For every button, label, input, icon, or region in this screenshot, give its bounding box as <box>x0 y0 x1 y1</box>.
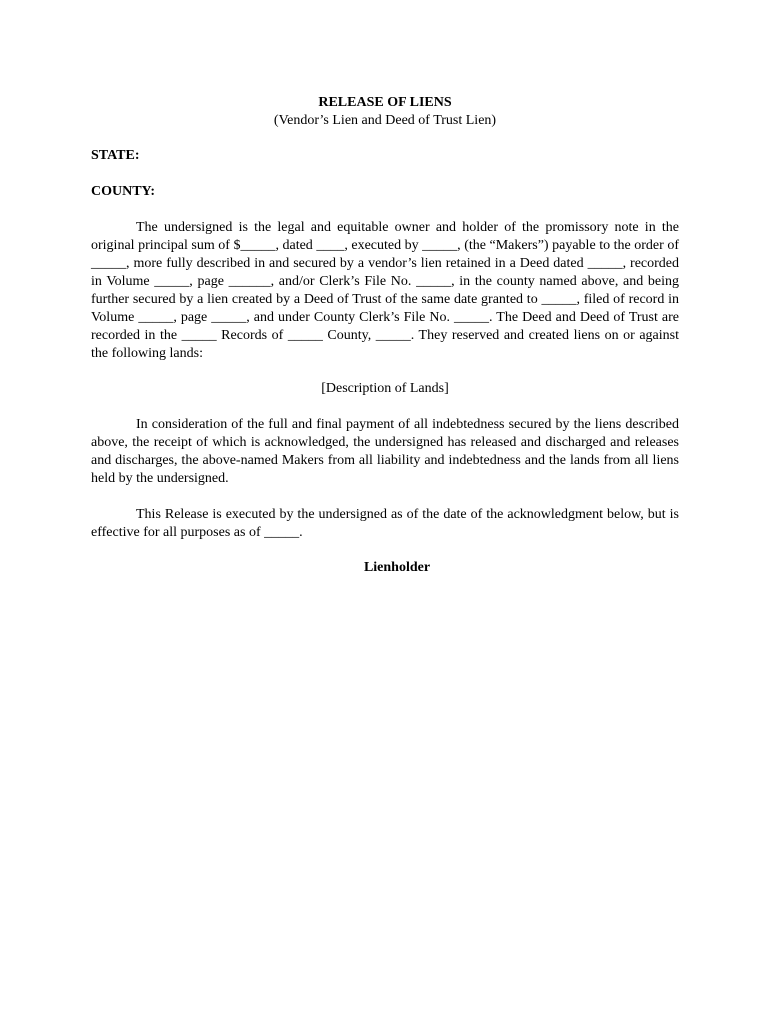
paragraph-effective-date: This Release is executed by the undersigned as of the date of the acknowledgment below, but is effective for all purposes as of _____. <box>91 507 679 540</box>
document-page <box>91 94 679 577</box>
county-label: COUNTY: <box>91 184 156 199</box>
document-title: RELEASE OF LIENS <box>318 95 452 110</box>
state-label: STATE: <box>91 148 140 163</box>
paragraph-lien-ownership: The undersigned is the legal and equitable owner and holder of the promissory note in the original principal sum of $_____, dated ____, executed by _____, (the “Makers”) payable to the order of _____, more fully described in and secured by a vendor’s lien retained in a Deed dated _____, recorded in Volume _____, page ______, and/or Clerk’s File No. _____, in the county named above, and being further secured by a lien created by a Deed of Trust of the same date granted to _____, filed of record in Volume _____, page _____, and under County Clerk’s File No. _____. The Deed and Deed of Trust are recorded in the _____ Records of _____ County, _____. They reserved and created liens on or against the following lands: <box>91 220 679 361</box>
description-of-lands: [Description of Lands] <box>321 381 449 396</box>
lienholder-signature-label: Lienholder <box>363 560 431 575</box>
document-subtitle: (Vendor’s Lien and Deed of Trust Lien) <box>273 113 497 128</box>
paragraph-release-consideration: In consideration of the full and final payment of all indebtedness secured by the liens described above, the receipt of which is acknowledged, the undersigned has released and discharged and releases and discharges, the above-named Makers from all liability and indebtedness and the lands from all liens held by the undersigned. <box>91 417 679 486</box>
